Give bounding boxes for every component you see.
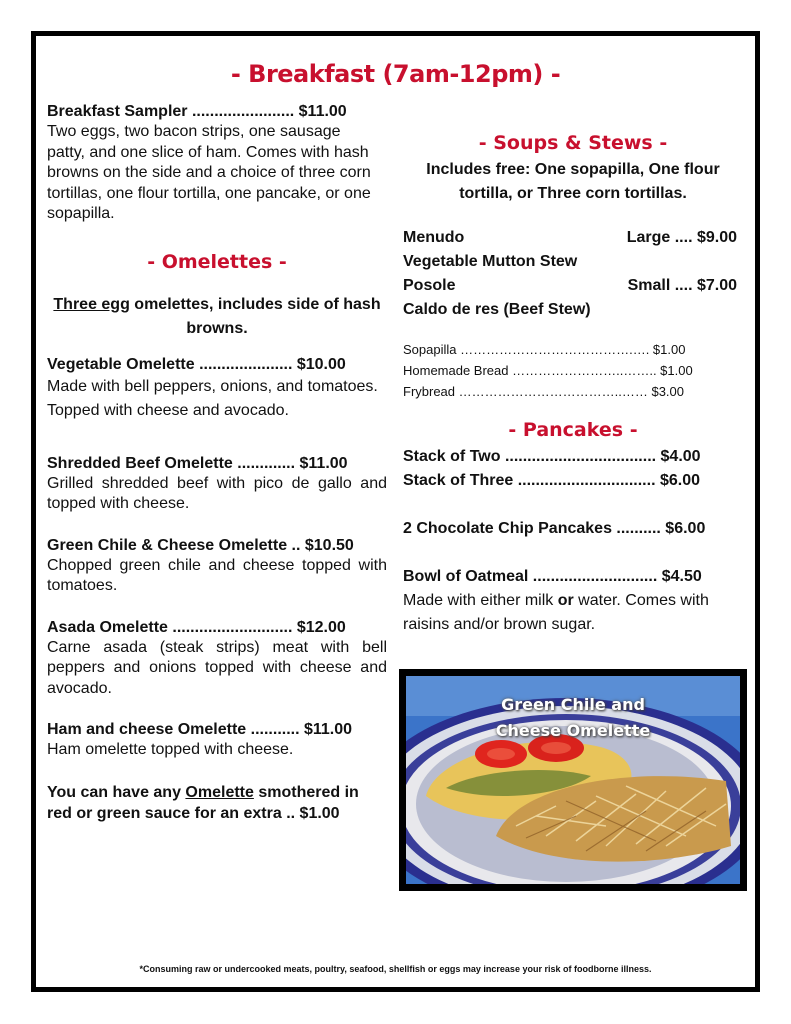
omelette-description: Made with bell peppers, onions, and tomatoes. Topped with cheese and avocado. <box>47 377 378 419</box>
omelette-name: Ham and cheese Omelette ........... $11.00 <box>47 721 353 738</box>
sides-list <box>403 339 743 402</box>
right-column <box>403 102 743 637</box>
photo-image <box>406 676 740 884</box>
side-item: Sopapilla ………………………………….…. $1.00 <box>403 342 686 357</box>
soup-name: Posole <box>403 277 456 294</box>
smother-underlined: Omelette <box>185 783 254 801</box>
soup-row <box>403 274 737 298</box>
soups-includes: Includes free: One sopapilla, One flour tortilla, or Three corn tortillas. <box>426 161 720 202</box>
chocolate-chip-pancakes: 2 Chocolate Chip Pancakes .......... $6.00 <box>403 520 706 537</box>
omelette-photo <box>399 669 747 891</box>
side-item: Homemade Bread ……………………..…….. $1.00 <box>403 363 693 378</box>
bowl-of-oatmeal: Bowl of Oatmeal ............................ $4.50 <box>403 568 702 585</box>
soup-name: Vegetable Mutton Stew <box>403 253 578 270</box>
soups-title: - Soups & Stews - <box>478 132 668 154</box>
soups-list <box>403 226 737 322</box>
soup-name: Menudo <box>403 229 465 246</box>
menu-title: - Breakfast (7am-12pm) - <box>230 60 561 88</box>
stack-three: Stack of Three ............................... $6.00 <box>403 472 700 489</box>
soup-row <box>403 298 737 322</box>
soup-row <box>403 226 737 250</box>
omelettes-title: - Omelettes - <box>147 250 287 273</box>
smother-note <box>47 782 387 824</box>
oatmeal-desc-1: Made with either milk <box>403 592 558 609</box>
smother-pre: You can have any <box>47 783 186 801</box>
photo-caption <box>406 692 740 744</box>
omelette-name: Shredded Beef Omelette ............. $11.00 <box>47 454 348 472</box>
side-item: Frybread ………………………………..…… $3.00 <box>403 384 684 399</box>
omelettes-intro <box>47 293 387 341</box>
omelettes-intro-underlined: Three egg <box>53 295 130 313</box>
omelette-name: Green Chile & Cheese Omelette .. $10.50 <box>47 536 354 554</box>
breakfast-sampler-name: Breakfast Sampler ....................... $11.00 <box>47 103 347 120</box>
soup-price: Large .... $9.00 <box>626 229 737 246</box>
omelette-name: Vegetable Omelette ..................... $10.00 <box>47 355 346 373</box>
soup-price: Small .... $7.00 <box>627 277 737 294</box>
oatmeal-desc-2: water. Comes with raisins and/or brown sugar. <box>403 592 709 633</box>
pancakes-title: - Pancakes - <box>508 419 638 441</box>
omelette-description: Chopped green chile and cheese topped with tomatoes. <box>47 556 387 594</box>
oatmeal-description <box>403 589 743 637</box>
omelette-description: Ham omelette topped with cheese. <box>47 741 294 758</box>
omelettes-intro-rest: omelettes, includes side of hash browns. <box>129 295 381 337</box>
omelette-description: Grilled shredded beef with pico de gallo and topped with cheese. <box>47 474 387 512</box>
smother-post: smothered in red or green sauce for an extra .. $1.00 <box>47 783 359 822</box>
soup-name: Caldo de res (Beef Stew) <box>403 301 591 318</box>
photo-caption-line: Green Chile and <box>501 695 645 714</box>
omelette-description: Carne asada (steak strips) meat with bell peppers and onions topped with cheese and avocado. <box>47 638 387 697</box>
photo-caption-line: Cheese Omelette <box>495 721 651 740</box>
oatmeal-desc-or: or <box>557 592 574 609</box>
left-column <box>47 102 387 824</box>
stack-two: Stack of Two .................................. $4.00 <box>403 448 701 465</box>
soup-row <box>403 250 737 274</box>
food-safety-disclaimer: *Consuming raw or undercooked meats, poultry, seafood, shellfish or eggs may increase your risk of foodborne illness. <box>139 964 652 974</box>
breakfast-sampler-description: Two eggs, two bacon strips, one sausage patty, and one slice of ham. Comes with hash browns on the side and a choice of three corn tortillas, one flour tortilla, one pancake, or one sopapilla. <box>47 123 371 222</box>
omelette-name: Asada Omelette ........................... $12.00 <box>47 618 346 636</box>
